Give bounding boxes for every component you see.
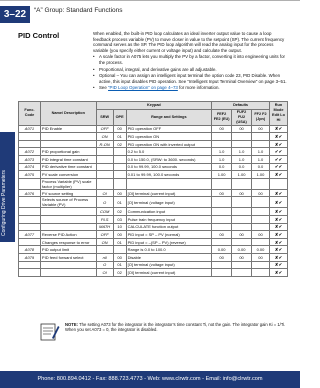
cell-func-code	[19, 178, 41, 189]
cell-default-jpn: 0.00	[252, 246, 270, 254]
cell-srw	[96, 171, 113, 179]
table-row	[19, 155, 288, 163]
table-row	[19, 231, 288, 239]
cell-default-eu	[212, 178, 232, 189]
cell-default-jpn	[252, 223, 270, 231]
cell-srw: ON	[96, 133, 113, 141]
cell-default-jpn	[252, 261, 270, 269]
cell-default-jpn: 00	[252, 189, 270, 197]
cell-run-mode: ✘✔	[269, 125, 287, 133]
table-row	[19, 253, 288, 261]
cell-name: Process Variable (PV) scale factor (multiplier)	[40, 178, 96, 189]
cell-name	[40, 215, 96, 223]
cell-range: Pulse train frequency input	[126, 215, 212, 223]
cell-default-eu: 1.0	[212, 148, 232, 156]
cell-default-jpn: 00	[252, 253, 270, 261]
cell-default-eu: 1.0	[212, 155, 232, 163]
note-label: NOTE:	[65, 322, 79, 327]
top-rule	[0, 0, 300, 1]
cell-default-jpn	[252, 208, 270, 216]
cell-default-usa: 00	[232, 189, 252, 197]
cell-default-eu	[212, 238, 232, 246]
cell-range: CALCULATE function output	[126, 223, 212, 231]
cell-srw: OFF	[96, 231, 113, 239]
cell-name: PID output limit	[40, 246, 96, 254]
cell-range: [O] terminal (voltage input)	[126, 197, 212, 208]
cell-range: 0.0 to 150.0, (SRW: to 3600. seconds)	[126, 155, 212, 163]
note-box	[40, 322, 288, 344]
table-row	[19, 246, 288, 254]
cell-run-mode: ✘✔	[269, 238, 287, 246]
cell-run-mode: ✘✔	[269, 208, 287, 216]
cell-range	[126, 178, 212, 189]
col-defaults: Defaults	[212, 102, 270, 110]
see-suffix: for more information.	[179, 85, 220, 91]
cell-default-jpn: 1.0	[252, 155, 270, 163]
cell-default-usa	[232, 178, 252, 189]
cell-srw: OI	[96, 269, 113, 277]
cell-default-usa	[232, 223, 252, 231]
cell-default-eu	[212, 215, 232, 223]
parameter-table	[18, 101, 288, 277]
cell-name: PV scale conversion	[40, 171, 96, 179]
bullet-scale-factor: • A scale factor in A075 lets you multiply the PV by a factor, converting it into engineering units for the process.	[93, 54, 287, 65]
cell-default-usa	[232, 197, 252, 208]
cell-range: 0.0 to 99.99, 100.0 seconds	[126, 163, 212, 171]
table-row	[19, 261, 288, 269]
cell-range: PID operation ON with inverted output	[126, 140, 212, 148]
cell-func-code	[19, 208, 41, 216]
cell-name	[40, 269, 96, 277]
cell-srw: R-ON	[96, 140, 113, 148]
cell-srw: COM	[96, 208, 113, 216]
cell-func-code	[19, 197, 41, 208]
cell-run-mode: ✔✔	[269, 155, 287, 163]
cell-range: Range is 0.0 to 100.0	[126, 246, 212, 254]
cell-ope: 01	[113, 133, 126, 141]
cell-range: PID input = SP – PV (normal)	[126, 231, 212, 239]
page-number: 3–22	[0, 6, 30, 23]
cell-name: PID feed forward select	[40, 253, 96, 261]
cell-name: PID proportional gain	[40, 148, 96, 156]
table-row	[19, 223, 288, 231]
cell-default-eu: 0.0	[212, 163, 232, 171]
cell-default-eu: 00	[212, 231, 232, 239]
col-range: Range and Settings	[126, 109, 212, 125]
table-row	[19, 163, 288, 171]
cell-ope	[113, 148, 126, 156]
cell-default-jpn: 00	[252, 125, 270, 133]
col-run-mode: Run Mode Edit Lo Hi	[269, 102, 287, 126]
cell-name	[40, 223, 96, 231]
cell-ope	[113, 171, 126, 179]
cell-func-code	[19, 238, 41, 246]
cell-run-mode	[269, 178, 287, 189]
cell-ope	[113, 155, 126, 163]
cell-name: PID derivative time constant	[40, 163, 96, 171]
section-title: PID Control	[18, 31, 60, 40]
cell-name: Changes response to error	[40, 238, 96, 246]
cell-default-usa	[232, 261, 252, 269]
note-text	[65, 322, 287, 333]
cell-range: PID operation OFF	[126, 125, 212, 133]
cell-default-usa: 00	[232, 125, 252, 133]
cell-run-mode: ✔✔	[269, 163, 287, 171]
cell-name	[40, 140, 96, 148]
cell-name: PV source setting	[40, 189, 96, 197]
cell-default-jpn	[252, 215, 270, 223]
cell-func-code	[19, 261, 41, 269]
cell-default-usa	[232, 208, 252, 216]
col-keypad: Keypad	[96, 102, 211, 110]
cell-srw: MATH	[96, 223, 113, 231]
cell-default-eu: 00	[212, 125, 232, 133]
cell-range: 0.01 to 99.99, 100.0 seconds	[126, 171, 212, 179]
see-prefix: See	[99, 85, 107, 91]
col-fef: FEF2 FE2 (EU)	[212, 109, 232, 125]
cell-run-mode: ✘✔	[269, 269, 287, 277]
cell-default-jpn: 0.0	[252, 163, 270, 171]
cell-default-usa	[232, 140, 252, 148]
cell-default-jpn	[252, 133, 270, 141]
cell-srw	[96, 148, 113, 156]
cell-run-mode: ✘✔	[269, 215, 287, 223]
cell-name	[40, 133, 96, 141]
bullet-pid-disable: • Optional – You can assign an intelligent input terminal the option code 23, PID Disable. When active, this input disables PID operation. See “Intelligent Input Terminal Overview” on page 3–51.	[93, 73, 287, 84]
cell-ope: 00	[113, 189, 126, 197]
footer-bar	[0, 371, 300, 388]
cell-range: Disable	[126, 253, 212, 261]
table-row	[19, 269, 288, 277]
side-tab	[0, 132, 15, 242]
cell-srw: O	[96, 261, 113, 269]
cell-srw	[96, 163, 113, 171]
cell-srw	[96, 155, 113, 163]
cell-func-code	[19, 140, 41, 148]
table-row	[19, 140, 288, 148]
cell-range: 0.2 to 5.0	[126, 148, 212, 156]
cell-default-eu	[212, 223, 232, 231]
cell-run-mode: ✘✔	[269, 231, 287, 239]
cell-default-usa	[232, 238, 252, 246]
cell-default-eu	[212, 197, 232, 208]
cell-default-usa	[232, 215, 252, 223]
table-row	[19, 171, 288, 179]
table-row	[19, 125, 288, 133]
cell-run-mode: ✘✔	[269, 133, 287, 141]
cell-name: Selects source of Process Variable (PV)	[40, 197, 96, 208]
cell-srw	[96, 246, 113, 254]
cell-range: PID input = –(SP – PV) (reverse)	[126, 238, 212, 246]
note-icon	[40, 322, 60, 342]
cell-default-eu: 0.00	[212, 246, 232, 254]
cell-ope: 00	[113, 253, 126, 261]
cell-default-eu	[212, 261, 232, 269]
bullet-gains: • Proportional, integral, and derivative gains are all adjustable.	[93, 67, 287, 73]
cell-func-code: A075	[19, 171, 41, 179]
cell-default-jpn	[252, 178, 270, 189]
cell-run-mode: ✘✔	[269, 261, 287, 269]
table-row	[19, 197, 288, 208]
cell-default-jpn	[252, 140, 270, 148]
cell-default-eu: 00	[212, 253, 232, 261]
cell-default-eu	[212, 133, 232, 141]
cell-func-code	[19, 223, 41, 231]
cell-run-mode: ✘✔	[269, 189, 287, 197]
cell-name: Reverse PID Action	[40, 231, 96, 239]
cell-default-usa: 0.00	[232, 246, 252, 254]
cell-run-mode: ✘✔	[269, 197, 287, 208]
note-body: The setting A073 for the integrator is the integrator’s time constant Ti, not the gain. The integrator gain Ki = 1/Ti. When you set A073 = 0, the integrator is disabled.	[65, 322, 286, 333]
cell-srw: ON	[96, 238, 113, 246]
cell-run-mode: ✘✔	[269, 253, 287, 261]
cell-default-eu	[212, 208, 232, 216]
intro-paragraph: When enabled, the built-in PID loop calculates an ideal inverter output value to cause a loop feedback process variable (PV) to move closer in value to the setpoint (SP). The current frequency command serves as the SP. The PID loop algorithm will read the analog input for the process variable (you specify either current or voltage input) and calculate the output.	[93, 31, 285, 53]
cell-run-mode: ✘✔	[269, 246, 287, 254]
cell-srw: nil	[96, 253, 113, 261]
cell-default-usa	[232, 133, 252, 141]
cell-ope: 01	[113, 197, 126, 208]
cell-ope	[113, 178, 126, 189]
cell-func-code: A072	[19, 148, 41, 156]
cell-ope: 10	[113, 223, 126, 231]
cell-func-code	[19, 269, 41, 277]
cell-default-usa: 1.0	[232, 148, 252, 156]
cell-default-jpn	[252, 197, 270, 208]
cell-default-jpn	[252, 238, 270, 246]
cell-default-jpn	[252, 269, 270, 277]
table-row	[19, 189, 288, 197]
side-tab-label: Configuring Drive Parameters	[1, 170, 7, 236]
cell-name: PID Enable	[40, 125, 96, 133]
cell-srw: OI	[96, 189, 113, 197]
cell-range: PID operation ON	[126, 133, 212, 141]
table-row	[19, 215, 288, 223]
cell-srw: PLS	[96, 215, 113, 223]
cell-run-mode: ✘✔	[269, 223, 287, 231]
cell-default-usa: 1.0	[232, 155, 252, 163]
cell-run-mode: ✘✔	[269, 140, 287, 148]
cell-range: [OI] terminal (current input)	[126, 189, 212, 197]
footer-contact: Phone: 800.894.0412 - Fax: 888.723.4773 - Web: www.clrwtr.com - Email: info@clrwtr.com	[37, 376, 263, 382]
cell-ope	[113, 246, 126, 254]
cell-ope: 02	[113, 208, 126, 216]
cell-default-jpn: 1.00	[252, 171, 270, 179]
col-func-code: Func. Code	[19, 102, 41, 126]
running-header: “A” Group: Standard Functions	[34, 7, 123, 14]
cell-default-usa: 0.0	[232, 163, 252, 171]
cell-ope: 01	[113, 238, 126, 246]
cell-ope: 02	[113, 140, 126, 148]
cell-ope	[113, 163, 126, 171]
col-name: Name/ Description	[40, 102, 96, 126]
cell-ope: 00	[113, 125, 126, 133]
cell-ope: 02	[113, 269, 126, 277]
cell-name: PID integral time constant	[40, 155, 96, 163]
cell-default-usa: 00	[232, 231, 252, 239]
cell-default-usa: 00	[232, 253, 252, 261]
cell-func-code: A076	[19, 189, 41, 197]
table-row	[19, 208, 288, 216]
cell-default-usa: 1.00	[232, 171, 252, 179]
cell-func-code: A071	[19, 125, 41, 133]
cell-range: Communication input	[126, 208, 212, 216]
intro-text	[93, 31, 287, 91]
cell-ope: 01	[113, 261, 126, 269]
cell-srw: O	[96, 197, 113, 208]
col-srw: SRW	[96, 109, 113, 125]
cell-default-eu	[212, 140, 232, 148]
table-row	[19, 133, 288, 141]
cell-ope: 03	[113, 215, 126, 223]
cell-name	[40, 208, 96, 216]
cell-range: [O] terminal (voltage input)	[126, 261, 212, 269]
cell-func-code: A079	[19, 253, 41, 261]
cell-default-usa	[232, 269, 252, 277]
cell-default-jpn: 1.0	[252, 148, 270, 156]
pid-loop-operation-link[interactable]: “PID Loop Operation” on page 4–73	[108, 85, 178, 91]
cell-func-code: A073	[19, 155, 41, 163]
cell-func-code: A077	[19, 231, 41, 239]
cell-default-eu: 1.00	[212, 171, 232, 179]
cell-name	[40, 261, 96, 269]
cell-srw	[96, 178, 113, 189]
col-ope: OPE	[113, 109, 126, 125]
cell-func-code: A074	[19, 163, 41, 171]
cell-run-mode: ✘✔	[269, 171, 287, 179]
cell-default-eu: 00	[212, 189, 232, 197]
cell-srw: OFF	[96, 125, 113, 133]
cell-run-mode: ✔✔	[269, 148, 287, 156]
col-fuf: FUF2 FU2 (USA)	[232, 109, 252, 125]
cell-range: [OI] terminal (current input)	[126, 269, 212, 277]
table-row	[19, 148, 288, 156]
cell-default-eu	[212, 269, 232, 277]
cell-func-code	[19, 133, 41, 141]
cell-ope: 00	[113, 231, 126, 239]
col-ff2: FF2 F2 (Jpn)	[252, 109, 270, 125]
table-row	[19, 238, 288, 246]
table-row	[19, 178, 288, 189]
cell-func-code: A078	[19, 246, 41, 254]
bullet-see-more	[93, 85, 287, 91]
cell-default-jpn: 00	[252, 231, 270, 239]
cell-func-code	[19, 215, 41, 223]
